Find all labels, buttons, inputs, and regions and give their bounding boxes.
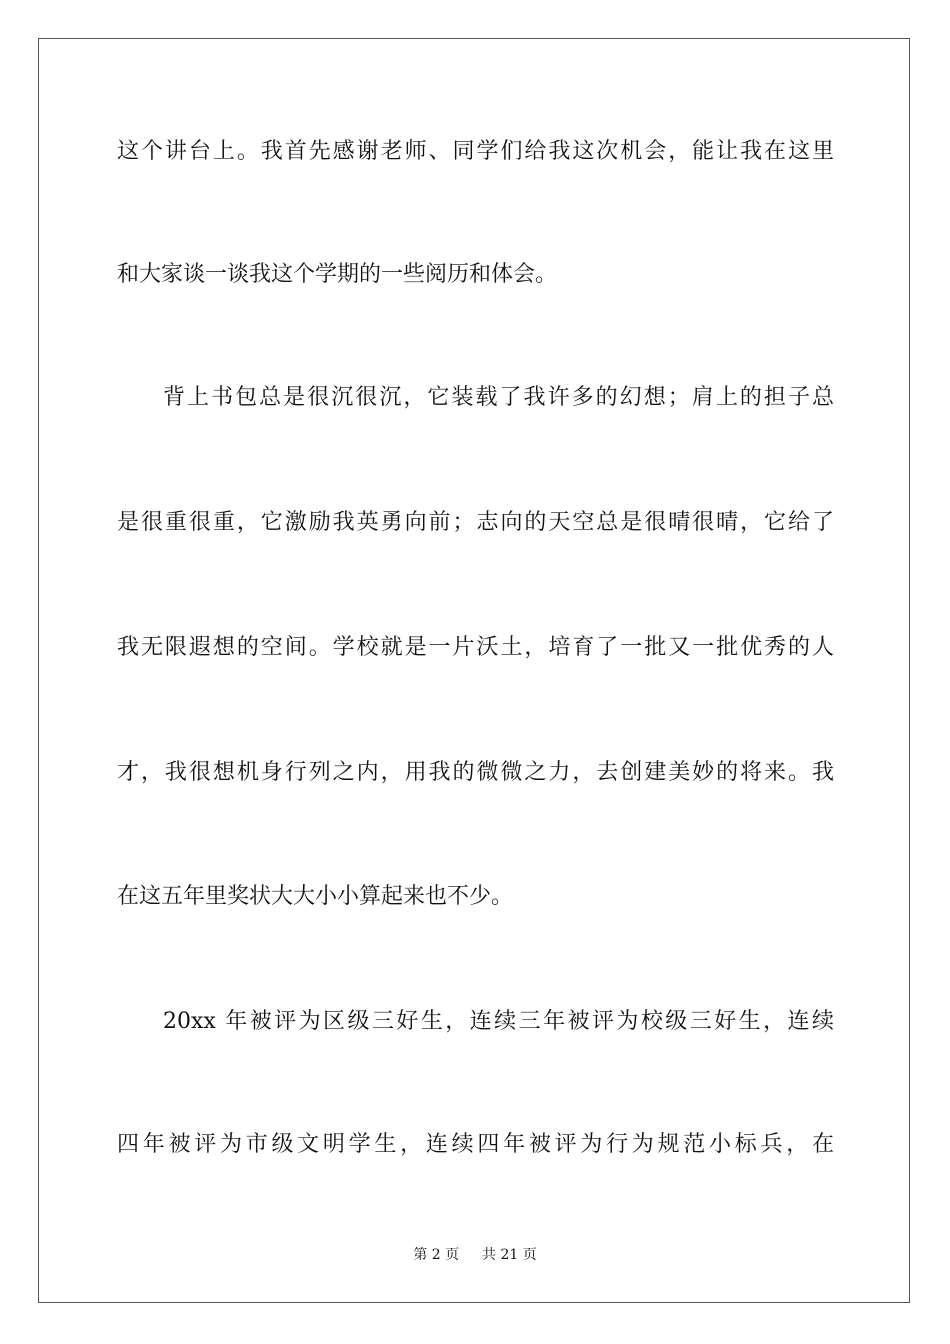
body-line-4: 是很重很重，它激励我英勇向前；志向的天空总是很晴很晴，它给了 <box>117 510 834 535</box>
body-line-7: 在这五年里奖状大大小小算起来也不少。 <box>117 884 514 909</box>
body-line-1: 这个讲台上。我首先感谢老师、同学们给我这次机会，能让我在这里 <box>117 139 834 164</box>
page-number: 第 2 页 <box>413 1247 460 1263</box>
body-line-9: 四年被评为市级文明学生，连续四年被评为行为规范小标兵，在 <box>117 1132 834 1157</box>
body-line-6: 才，我很想机身行列之内，用我的微微之力，去创建美妙的将来。我 <box>117 760 834 785</box>
body-line-3: 背上书包总是很沉很沉，它装载了我许多的幻想；肩上的担子总 <box>163 385 834 410</box>
body-line-5: 我无限遐想的空间。学校就是一片沃土，培育了一批又一批优秀的人 <box>117 635 834 660</box>
page-total: 共 21 页 <box>482 1247 537 1263</box>
page-footer <box>0 1245 950 1265</box>
page-border <box>38 38 910 1303</box>
body-line-2: 和大家谈一谈我这个学期的一些阅历和体会。 <box>117 262 558 287</box>
body-line-8: 20xx 年被评为区级三好生，连续三年被评为校级三好生，连续 <box>163 1009 834 1034</box>
